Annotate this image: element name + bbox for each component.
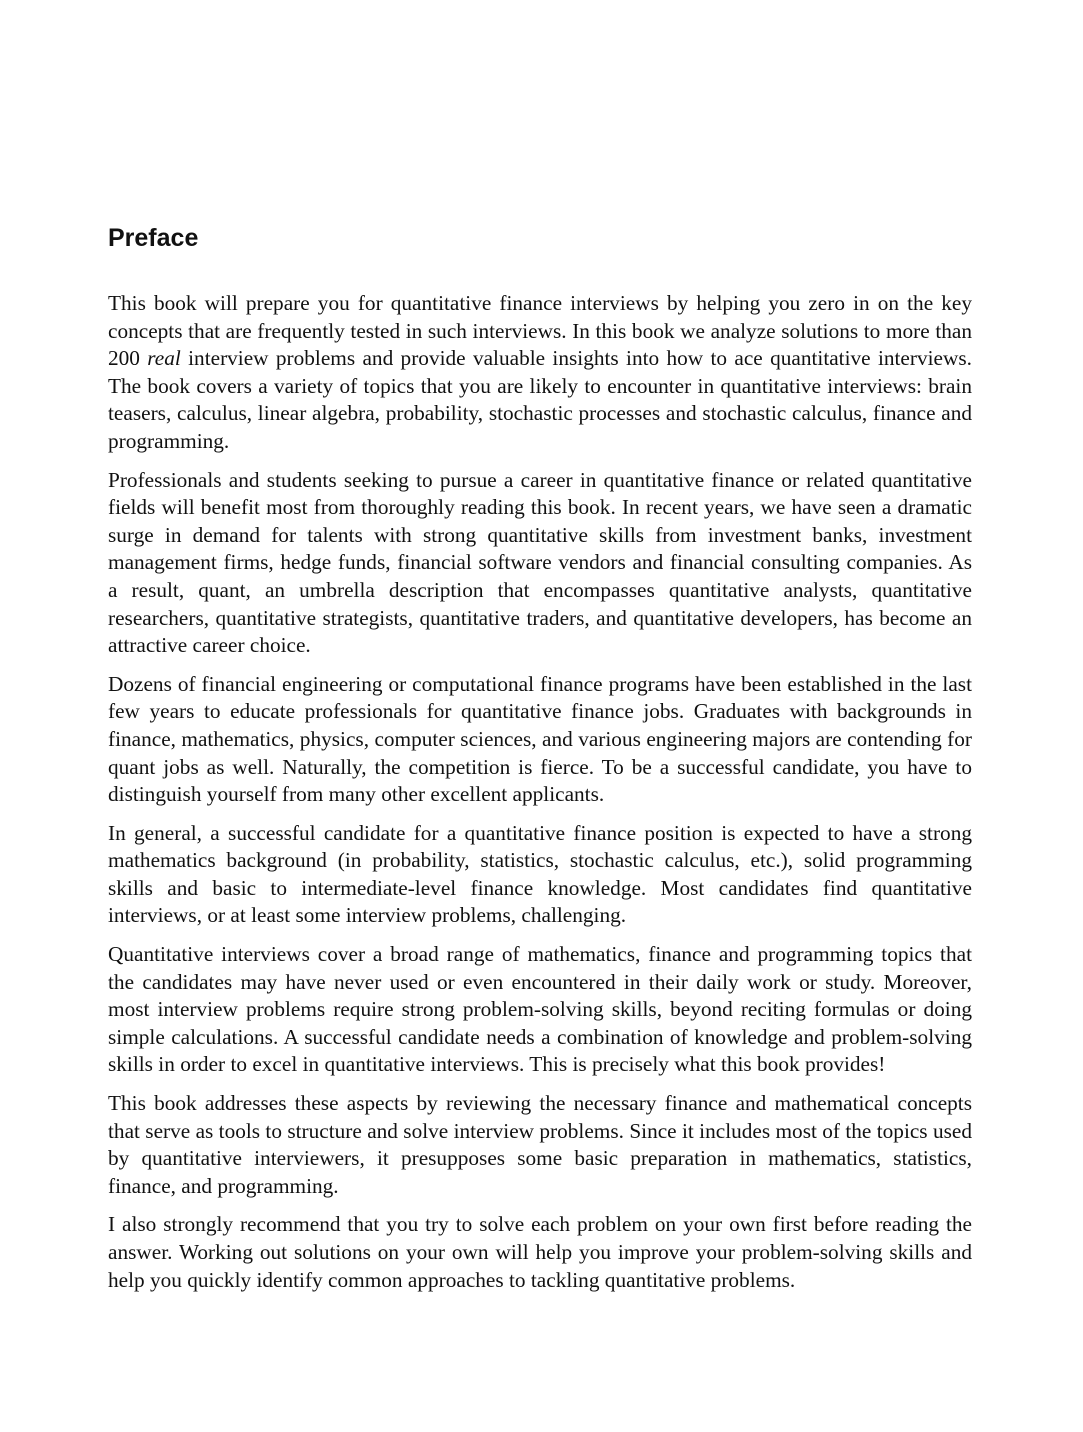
page-title: Preface: [108, 224, 199, 252]
paragraph-6: This book addresses these aspects by reviewing the necessary finance and mathematical concepts that serve as tools to structure and solve interview problems. Since it includes most of the topics used by quantitative interviewers, it presupposes some basic preparation in mathematics, statistics, finance, and programming.: [108, 1091, 972, 1198]
paragraph-1-emphasis: real: [147, 346, 181, 371]
paragraph-7: I also strongly recommend that you try to solve each problem on your own first before reading the answer. Working out solutions on your own will help you improve your problem-solving skills and help you quickly identify common approaches to tackling quantitative problems.: [108, 1212, 972, 1292]
document-page: [108, 222, 972, 1305]
paragraph-5: Quantitative interviews cover a broad range of mathematics, finance and programming topics that the candidates may have never used or even encountered in their daily work or study. Moreover, most interview problems require strong problem-solving skills, beyond reciting formulas or doing simple calculations. A successful candidate needs a combination of knowledge and problem-solving skills in order to excel in quantitative interviews. This is precisely what this book provides!: [108, 942, 972, 1077]
paragraph-1-text-end: interview problems and provide valuable insights into how to ace quantitative interviews. The book covers a variety of topics that you are likely to encounter in quantitative interviews: brain teasers, calculus, linear algebra, probability, stochastic processes and stochastic calculus, finance and programming.: [108, 346, 972, 453]
paragraph-2: Professionals and students seeking to pursue a career in quantitative finance or related quantitative fields will benefit most from thoroughly reading this book. In recent years, we have seen a dramatic surge in demand for talents with strong quantitative skills from investment banks, investment management firms, hedge funds, financial software vendors and financial consulting companies. As a result, quant, an umbrella description that encompasses quantitative analysts, quantitative researchers, quantitative strategists, quantitative traders, and quantitative developers, has become an attractive career choice.: [108, 467, 972, 658]
paragraph-1-text-start: This book will prepare you for quantitative finance interviews by helping you zero in on the key concepts that are frequently tested in such interviews. In this book we analyze solutions to more than 200: [108, 291, 972, 371]
paragraph-1: [108, 290, 972, 456]
paragraph-4: In general, a successful candidate for a quantitative finance position is expected to have a strong mathematics background (in probability, statistics, stochastic calculus, etc.), solid programming skills and basic to intermediate-level finance knowledge. Most candidates find quantitative interviews, or at least some interview problems, challenging.: [108, 820, 972, 928]
paragraph-3: Dozens of financial engineering or computational finance programs have been established in the last few years to educate professionals for quantitative finance jobs. Graduates with backgrounds in finance, mathematics, physics, computer sciences, and various engineering majors are contending for quant jobs as well. Naturally, the competition is fierce. To be a successful candidate, you have to distinguish yourself from many other excellent applicants.: [108, 671, 972, 807]
